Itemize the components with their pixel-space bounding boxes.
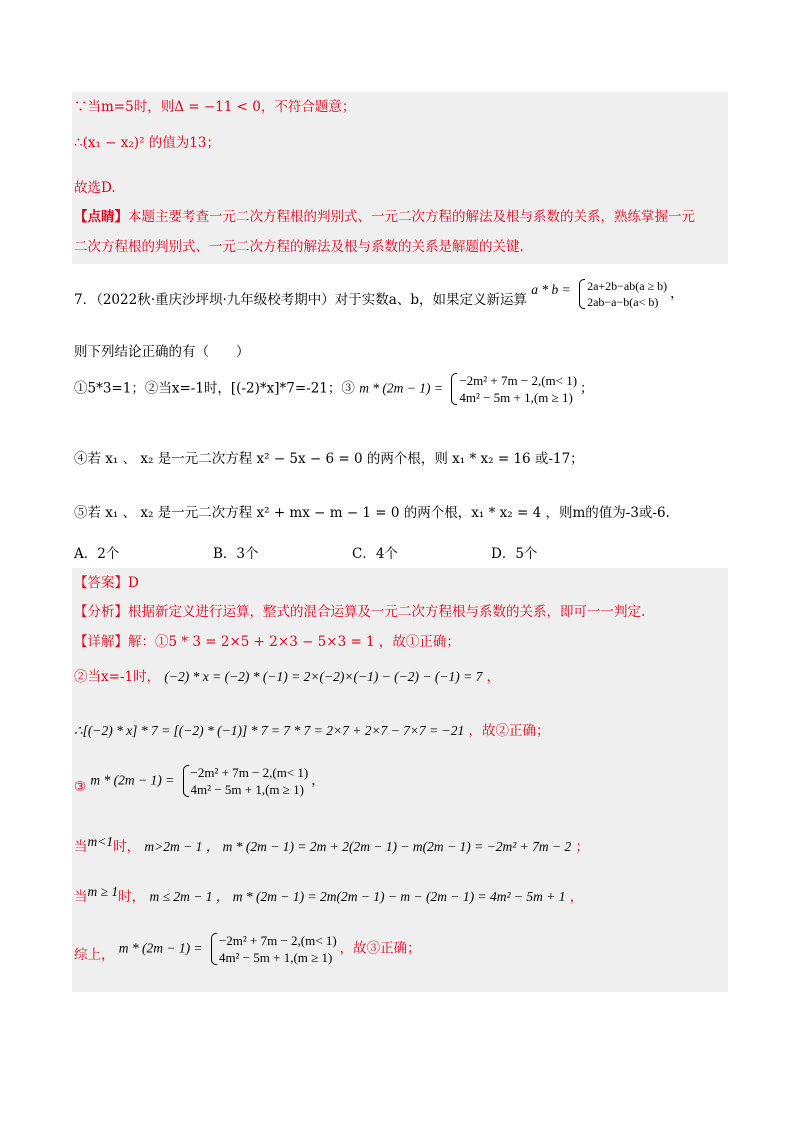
choice-c: C．4个 (352, 546, 398, 562)
dianjing-text-1: 本题主要考查一元二次方程根的判别式、一元二次方程的解法及根与系数的关系，熟练掌握一元 (128, 209, 695, 225)
case-a-label-2: 时， (113, 839, 141, 855)
solution-line-1: ∵当m=5时，则Δ = −11 < 0，不符合题意； (74, 99, 356, 115)
step-3-case-1: −2m² + 7m − 2,(m< 1) (190, 765, 309, 780)
analysis-line: 【分析】根据新定义进行运算，整式的混合运算及一元二次方程根与系数的关系，即可一一判定. (74, 604, 646, 620)
case-a-line (74, 834, 590, 856)
question-stem-suffix: ， (670, 285, 684, 302)
solution-line-2: ∴(x₁ − x₂)² 的值为13； (74, 135, 220, 151)
step-3-label: ③ (74, 778, 87, 795)
dianjing-line-2: 二次方程根的判别式、一元二次方程的解法及根与系数的关系是解题的关键. (74, 239, 524, 255)
summary-label: 综上， (74, 946, 115, 963)
definition-cases (578, 278, 667, 310)
definition-case-1: 2a+2b−ab(a ≥ b) (587, 279, 668, 293)
case-b-end: ， (569, 889, 584, 905)
step-3-case-2: 4m² − 5m + 1,(m ≥ 1) (190, 782, 304, 797)
statement-1-2-3 (74, 372, 594, 406)
summary-case-1: −2m² + 7m − 2,(m< 1) (218, 933, 337, 948)
statement-4: ④若 x₁ 、 x₂ 是一元二次方程 x² − 5x − 6 = 0 的两个根，则 x₁ * x₂ = 16 或-17； (74, 451, 584, 467)
case-b-label-2: 时， (118, 889, 146, 905)
step-2-line-1 (74, 668, 500, 686)
step-2-equation-1: (−2) * x = (−2) * (−1) = 2×(−2)×(−1) − (−2) − (−1) = 7 (164, 669, 483, 684)
statement-1-2: ①5*3=1；②当x=-1时，[(-2)*x]*7=-21；③ (74, 380, 355, 397)
statement-3-case-2: 4m² − 5m + 1,(m ≥ 1) (459, 390, 573, 405)
definition-case-2: 2ab−a−b(a< b) (587, 295, 659, 309)
question-prompt: 则下列结论正确的有（ ） (74, 344, 250, 360)
statement-3-case-1: −2m² + 7m − 2,(m< 1) (459, 373, 578, 388)
step-2-line-2 (74, 722, 550, 740)
step-2-end-1: ， (486, 669, 501, 685)
statement-3-lhs: m * (2m − 1) = (359, 380, 444, 396)
case-a-equation: m>2m − 1 ， m * (2m − 1) = 2m + 2(2m − 1) − m(2m − 1) = −2m² + 7m − 2 (144, 839, 572, 854)
question-stem (74, 278, 684, 310)
summary-end: ，故③正确； (339, 940, 421, 957)
question-stem-prefix: 7．（2022秋·重庆沙坪坝·九年级校考期中）对于实数a、b，如果定义新运算 (74, 291, 527, 308)
summary-line (74, 932, 421, 966)
case-b-condition: m ≥ 1 (87, 884, 119, 899)
step-2-equation-2: ∴[(−2) * x] * 7 = [(−2) * (−1)] * 7 = 7 * 7 = 2×7 + 2×7 − 7×7 = −21 (74, 723, 465, 738)
step-3-end: ， (311, 772, 325, 789)
summary-lhs: m * (2m − 1) = (118, 940, 203, 956)
definition-lhs: a * b = (531, 281, 571, 297)
case-b-label-1: 当 (74, 889, 88, 905)
case-a-end: ； (575, 839, 590, 855)
case-a-label-1: 当 (74, 839, 88, 855)
step-3-cases (182, 764, 309, 798)
summary-case-2: 4m² − 5m + 1,(m ≥ 1) (218, 950, 333, 965)
choice-a: A．2个 (74, 546, 120, 562)
dianjing-tag: 【点睛】 (74, 209, 128, 225)
statement-5: ⑤若 x₁ 、 x₂ 是一元二次方程 x² + mx − m − 1 = 0 的两个根，x₁ * x₂ = 4 ，则m的值为-3或-6. (74, 505, 670, 521)
case-b-equation: m ≤ 2m − 1 ， m * (2m − 1) = 2m(2m − 1) − m − (2m − 1) = 4m² − 5m + 1 (149, 889, 566, 904)
statement-3-end: ； (580, 380, 594, 397)
step-3-lhs: m * (2m − 1) = (90, 772, 175, 788)
case-b-line (74, 884, 584, 906)
step-2-end-2: ，故②正确； (468, 723, 550, 739)
choice-d: D．5个 (491, 546, 538, 562)
step-3-line (74, 764, 325, 798)
summary-cases (210, 932, 337, 966)
solution-line-3: 故选D. (74, 180, 116, 196)
choice-b: B．3个 (213, 546, 259, 562)
case-a-condition: m<1 (87, 834, 114, 849)
step-2-label: ②当x=-1时， (74, 669, 161, 685)
answer-line: 【答案】D (74, 575, 139, 591)
statement-3-cases (450, 372, 577, 406)
dianjing-line-1 (74, 208, 695, 226)
detail-line: 【详解】解：①5 * 3 = 2×5 + 2×3 − 5×3 = 1 ，故①正确； (74, 634, 460, 650)
